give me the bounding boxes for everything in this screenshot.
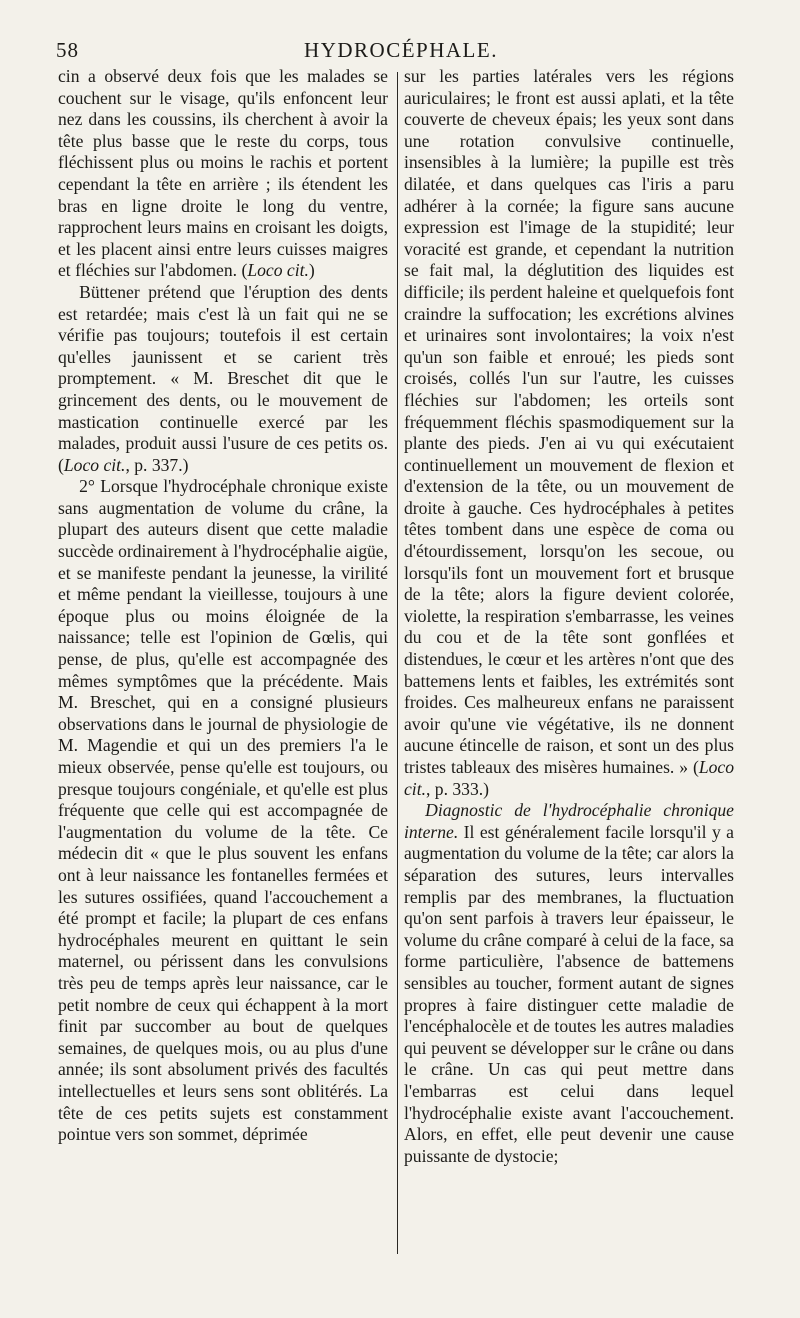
paragraph-text: sur les parties latérales vers les régions auriculaires; le front est aussi aplati, et la tête couverte de cheveux épais; les yeux sont dans une rotation convulsive continuelle, insensibles à la lumière; la pupille est très dilatée, et dans quelques cas l'iris a paru adhérer à la cornée; la figure sans aucune expression est l'image de la stupidité; leur voracité est grande, et cependant la nutrition se fait mal, la déglutition des liquides est difficile; ils perdent haleine et quelquefois font craindre la suffocation; les excrétions alvines et urinaires sont involontaires; la voix n'est qu'un son faible et enroué; les pieds sont croisés, collés l'un sur l'autre, les cuisses fléchies sur l'abdomen; les orteils sont fréquemment fléchis spasmodiquement sur la plante des pieds. J'en ai vu qui exécutaient continuellement un mouvement de flexion et d'extension de la tête, ou un mouvement de droite à gauche. Ces hydrocéphales à petites têtes tombent dans une espèce de coma ou d'étourdissement, lorsqu'on les secoue, ou lorsqu'ils font un mouvement fort et brusque de la tête; alors la figure devient colorée, violette, la respiration s'embarrasse, les veines du cou et de la tête sont gonflées et distendues, le cœur et les artères n'ont que des battemens lents et faibles, les extrémités sont froides. Ces malheureux enfans ne paraissent avoir qu'une vie végétative, ils ne donnent aucune étincelle de raison, et sont un des plus tristes tableaux des misères humaines. » ( <box>404 66 734 777</box>
paragraph-text: Büttener prétend que l'éruption des dents est retardée; mais c'est là un fait qui ne se vérifie pas toujours; toutefois il est certain qu'elles jaunissent et se carient très promptement. « M. Breschet dit que le grincement des dents, ou le mouvement de mastication continuelle exercé par les malades, produit aussi l'usure de ces petits os. ( <box>58 281 388 475</box>
right-column <box>404 66 734 1167</box>
paragraph <box>58 282 388 476</box>
column-divider <box>397 72 398 1254</box>
section-heading: Diagnostic de l'hydrocéphalie chronique interne. <box>404 800 734 842</box>
paragraph-text: , p. 337.) <box>125 454 189 475</box>
paragraph <box>404 66 734 800</box>
page-header <box>56 38 746 68</box>
left-column <box>58 66 388 1146</box>
paragraph: 2° Lorsque l'hydrocéphale chronique existe sans augmentation de volume du crâne, la plupart des auteurs disent que cette maladie succède ordinairement à l'hydrocéphalie aigüe, et se manifeste pendant la jeunesse, la virilité et même pendant la vieillesse, toujours à une époque plus ou moins éloignée de la naissance; telle est l'opinion de Gœlis, qui pense, de plus, qu'elle est accompagnée des mêmes symptômes que la précédente. Mais M. Breschet, qui en a consigné plusieurs observations dans le journal de physiologie de M. Magendie et qui un des premiers l'a le mieux observée, pense qu'elle est toujours, ou presque toujours congéniale, et qu'elle est plus fréquente que celle qui est accompagnée de l'augmentation du volume de la tête. Ce médecin dit « que le plus souvent les enfans ont à leur naissance les fontanelles fermées et les sutures ossifiées, quand l'accouchement a été prompt et facile; la plupart de ces enfans hydrocéphales meurent en quittant le sein maternel, ou périssent dans les convulsions très peu de temps après leur naissance, car le petit nombre de ceux qui échappent à la mort finit par succomber au bout de quelques semaines, de quelques mois, ou au plus d'une année; ils sont absolument privés des facultés intellectuelles et leurs sens sont oblitérés. La tête de ces petits sujets est constamment pointue vers son sommet, déprimée <box>58 476 388 1145</box>
paragraph <box>58 66 388 282</box>
running-head: HYDROCÉPHALE. <box>304 38 498 62</box>
paragraph <box>404 800 734 1167</box>
citation: Loco cit. <box>247 260 309 281</box>
page-number: 58 <box>56 38 79 62</box>
citation: Loco cit. <box>404 757 734 799</box>
paragraph-text: Il est généralement facile lorsqu'il y a augmentation du volume de la tête; car alors la séparation des sutures, leurs intervalles remplis par des membranes, la fluctuation qu'on sent parfois à travers leur épaisseur, le volume du crâne comparé à celui de la face, sa forme particulière, l'absence de battemens sensibles au toucher, forment autant de signes propres à faire distinguer cette maladie de l'encéphalocèle et de toutes les autres maladies qui peuvent se développer sur le crâne ou dans le crâne. Un cas qui peut mettre dans l'embarras est celui dans lequel l'hydrocéphalie existe avant l'accouchement. Alors, en effet, elle peut devenir une cause puissante de dystocie; <box>404 821 734 1166</box>
paragraph-text: cin a observé deux fois que les malades se couchent sur le visage, qu'ils enfoncent leur nez dans les coussins, ils cherchent à avoir la tête plus basse que le reste du corps, tous fléchissent plus ou moins le rachis et portent cependant la tête en arrière ; ils étendent les bras en ligne droite le long du ventre, rapprochent leurs mains en croisant les doigts, et les placent ainsi entre leurs cuisses maigres et fléchies sur l'abdomen. ( <box>58 66 388 281</box>
citation: Loco cit. <box>63 454 126 475</box>
paragraph-text: , p. 333.) <box>425 778 490 799</box>
paragraph-text: ) <box>308 260 315 281</box>
